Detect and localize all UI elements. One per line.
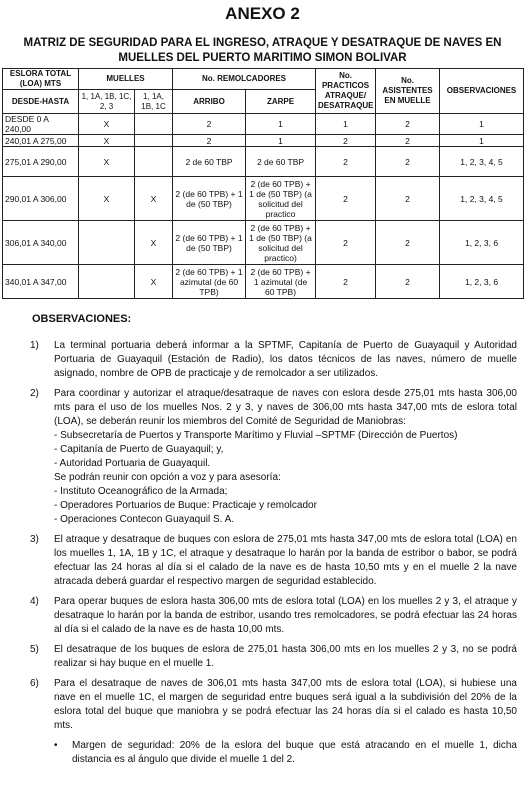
bullet-item (54, 739, 517, 767)
item-number: 1) (30, 340, 39, 351)
cell-muelle-b: X (135, 265, 173, 299)
bullet-icon: • (54, 740, 58, 751)
item-text: La terminal portuaria deberá informar a la SPTMF, Capitanía de Puerto de Guayaquil y Autoridad Portuaria de Guayaquil (Estación de Radio), los datos técnicos de las naves, número de muelle asignado, nombre de OPB de practicaje y de remolcador a ser utilizados. (54, 340, 517, 379)
item-text: Para el desatraque de naves de 306,01 mts hasta 347,00 mts de eslora total (LOA), si hubiese una nave en el muelle 1C, el margen de seguridad entre buques será igual a la subdivisión del 20% de la eslora total del buque que maniobra y se podrá efectuar las 24 horas día si el calado es hasta 10,50 mts. (54, 678, 517, 731)
cell-practicos: 2 (316, 147, 376, 177)
cell-practicos: 2 (316, 177, 376, 221)
table-row (3, 177, 524, 221)
cell-obs: 1, 2, 3, 4, 5 (440, 147, 524, 177)
cell-arribo: 2 (173, 114, 246, 135)
cell-muelle-b (135, 147, 173, 177)
cell-asistentes: 2 (376, 221, 440, 265)
item-text: El atraque y desatraque de buques con eslora de 275,01 mts hasta 347,00 mts de eslora total (LOA) en los muelles 1, 1A, 1B y 1C, el atraque y desatraque lo harán por la banda de estribor o babor, se podrá efectuar las 24 horas al día si el calado de la nave es de hasta 10,50 mts y en el muelle 2 la nave atracada deberá guardar el respectivo margen de seguridad establecido. (54, 534, 517, 587)
sub-item: Se podrán reunir con opción a voz y para asesoría: (54, 472, 281, 483)
list-item (30, 387, 517, 527)
header-arribo: ARRIBO (173, 90, 246, 114)
page-title: ANEXO 2 (225, 4, 300, 23)
list-item (30, 643, 517, 671)
list-item (30, 533, 517, 589)
cell-muelle-b: X (135, 177, 173, 221)
table-row (3, 114, 524, 135)
cell-zarpe: 2 de 60 TBP (246, 147, 316, 177)
header-practicos: No. PRACTICOS ATRAQUE/ DESATRAQUE (316, 69, 376, 114)
header-observaciones: OBSERVACIONES (440, 69, 524, 114)
sub-item: - Capitanía de Puerto de Guayaquil; y, (54, 444, 224, 455)
header-muelles: MUELLES (79, 69, 173, 90)
cell-rango: 275,01 A 290,00 (3, 147, 79, 177)
cell-asistentes: 2 (376, 177, 440, 221)
cell-zarpe: 2 (de 60 TPB) + 1 azimutal (de 60 TPB) (246, 265, 316, 299)
cell-practicos: 2 (316, 221, 376, 265)
cell-rango: 290,01 A 306,00 (3, 177, 79, 221)
item-text: El desatraque de los buques de eslora de 275,01 hasta 306,00 mts en los muelles 2 y 3, no se podrá realizar si hay buque en el muelle 1. (54, 644, 517, 669)
table-row (3, 147, 524, 177)
cell-obs: 1 (440, 114, 524, 135)
cell-muelle-a (79, 221, 135, 265)
header-muelles-a: 1, 1A, 1B, 1C, 2, 3 (79, 90, 135, 114)
cell-obs: 1 (440, 135, 524, 147)
cell-muelle-a: X (79, 135, 135, 147)
cell-practicos: 1 (316, 114, 376, 135)
list-item (30, 677, 517, 733)
cell-zarpe: 1 (246, 135, 316, 147)
header-muelles-b: 1, 1A, 1B, 1C (135, 90, 173, 114)
table-row (3, 135, 524, 147)
cell-obs: 1, 2, 3, 6 (440, 221, 524, 265)
item-body (54, 387, 517, 527)
cell-asistentes: 2 (376, 265, 440, 299)
sub-item: - Operaciones Contecon Guayaquil S. A. (54, 514, 235, 525)
observaciones-heading: OBSERVACIONES: (32, 313, 132, 325)
cell-arribo: 2 (de 60 TPB) + 1 de (50 TBP) (173, 221, 246, 265)
cell-arribo: 2 de 60 TBP (173, 147, 246, 177)
cell-asistentes: 2 (376, 147, 440, 177)
cell-rango: 240,01 A 275,00 (3, 135, 79, 147)
item-number: 4) (30, 596, 39, 607)
cell-muelle-b (135, 135, 173, 147)
cell-arribo: 2 (de 60 TPB) + 1 azimutal (de 60 TPB) (173, 265, 246, 299)
table-row (3, 265, 524, 299)
sub-item: - Operadores Portuarios de Buque: Practicaje y remolcador (54, 500, 317, 511)
cell-muelle-b: X (135, 221, 173, 265)
item-text: Para operar buques de eslora hasta 306,00 mts de eslora total (LOA) en los muelles 2 y 3, el atraque y desatraque lo harán por la banda de estribor, usando tres remolcadores, se podrá efectuar las 24 horas al día si el calado de la nave es de hasta 10,00 mts. (54, 596, 517, 635)
item-number: 2) (30, 388, 39, 399)
cell-zarpe: 2 (de 60 TPB) + 1 de (50 TBP) (a solicitud del practico (246, 177, 316, 221)
sub-item: - Subsecretaría de Puertos y Transporte Marítimo y Fluvial –SPTMF (Dirección de Puertos) (54, 430, 458, 441)
cell-zarpe: 2 (de 60 TPB) + 1 de (50 TBP) (a solicitud del practico) (246, 221, 316, 265)
item-number: 5) (30, 644, 39, 655)
cell-muelle-a: X (79, 177, 135, 221)
cell-practicos: 2 (316, 265, 376, 299)
header-desde-hasta: DESDE-HASTA (3, 90, 79, 114)
cell-arribo: 2 (de 60 TPB) + 1 de (50 TBP) (173, 177, 246, 221)
bullet-text: Margen de seguridad: 20% de la eslora del buque que está atracando en el muelle 1, dicha distancia es al ángulo que divide el muelle 1 del 2. (72, 740, 517, 765)
cell-practicos: 2 (316, 135, 376, 147)
cell-muelle-b (135, 114, 173, 135)
cell-rango: 306,01 A 340,00 (3, 221, 79, 265)
list-item (30, 595, 517, 637)
cell-muelle-a: X (79, 147, 135, 177)
sub-item: - Instituto Oceanográfico de la Armada; (54, 486, 228, 497)
cell-obs: 1, 2, 3, 4, 5 (440, 177, 524, 221)
header-eslora: ESLORA TOTAL (LOA) MTS (3, 69, 79, 90)
cell-rango: 340,01 A 347,00 (3, 265, 79, 299)
table-row (3, 221, 524, 265)
observaciones-list (30, 339, 517, 767)
item-text: Para coordinar y autorizar el atraque/desatraque de naves con eslora desde 275,01 mts hasta 306,00 mts para el uso de los muelles Nos. 2 y 3, y naves de 306,00 mts hasta 347,00 mts de eslora total (LOA), se deberán reunir los miembros del Comité de Seguridad de Maniobras: (54, 388, 517, 427)
header-remolcadores: No. REMOLCADORES (173, 69, 316, 90)
security-matrix-table (2, 68, 524, 299)
item-number: 6) (30, 678, 39, 689)
sub-item: - Autoridad Portuaria de Guayaquil. (54, 458, 211, 469)
cell-muelle-a: X (79, 114, 135, 135)
cell-zarpe: 1 (246, 114, 316, 135)
cell-rango: DESDE 0 A 240,00 (3, 114, 79, 135)
cell-arribo: 2 (173, 135, 246, 147)
header-zarpe: ZARPE (246, 90, 316, 114)
cell-asistentes: 2 (376, 114, 440, 135)
list-item (30, 339, 517, 381)
cell-muelle-a (79, 265, 135, 299)
page-subtitle: MATRIZ DE SEGURIDAD PARA EL INGRESO, ATRAQUE Y DESATRAQUE DE NAVES EN MUELLES DEL PUERTO MARITIMO SIMON BOLIVAR (23, 37, 502, 64)
item-number: 3) (30, 534, 39, 545)
header-asistentes: No. ASISTENTES EN MUELLE (376, 69, 440, 114)
cell-asistentes: 2 (376, 135, 440, 147)
cell-obs: 1, 2, 3, 6 (440, 265, 524, 299)
